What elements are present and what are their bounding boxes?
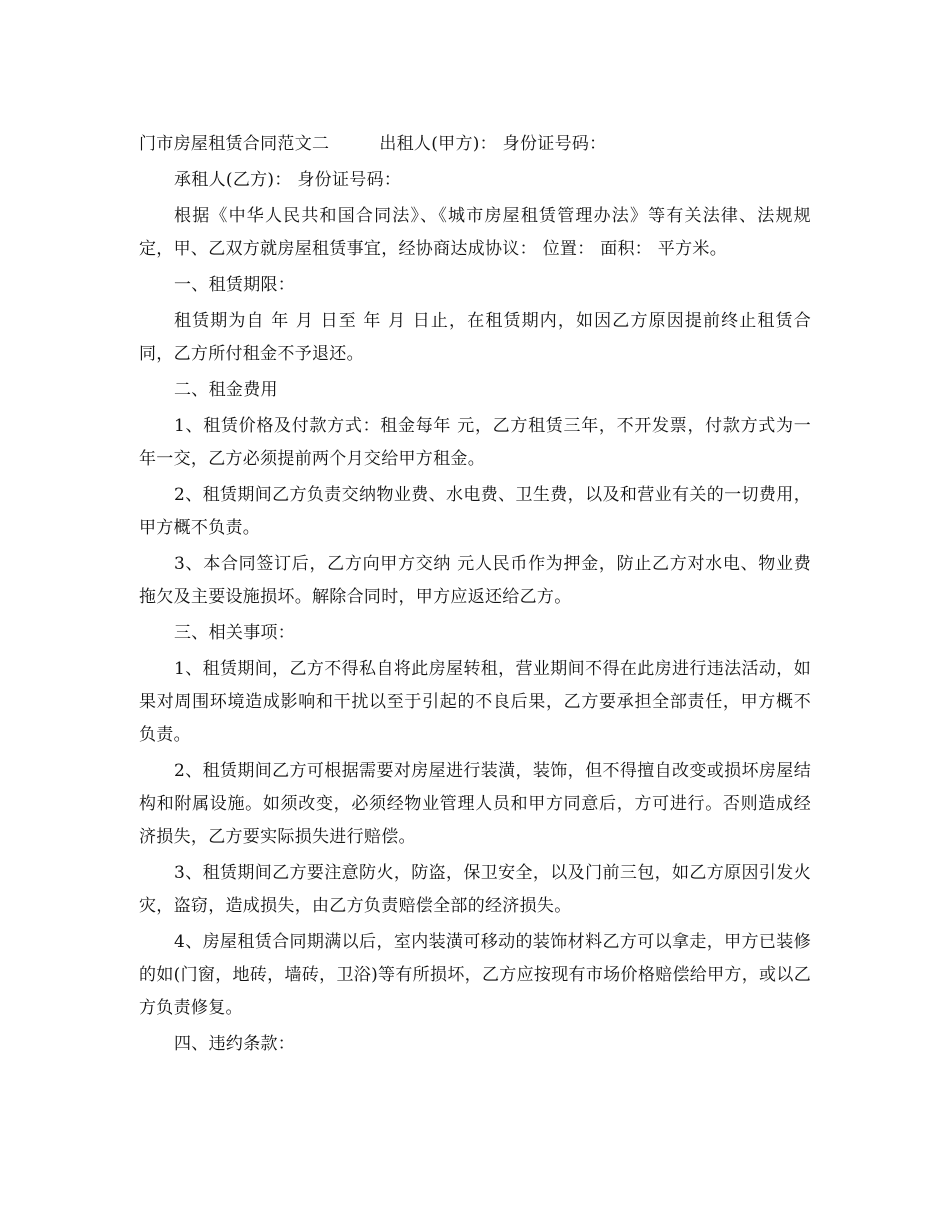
paragraph-term: 租赁期为自 年 月 日至 年 月 日止，在租赁期内，如因乙方原因提前终止租赁合同，乙方所付租金不予退还。 bbox=[139, 311, 811, 364]
section-heading-matters: 三、相关事项： bbox=[174, 623, 296, 643]
lessor-line: 出租人(甲方)： 身份证号码： bbox=[379, 134, 607, 154]
section-heading-rent: 二、租金费用 bbox=[174, 380, 278, 400]
paragraph-matters-4: 4、房屋租赁合同期满以后，室内装潢可移动的装饰材料乙方可以拿走，甲方已装修的如(门窗，地砖，墙砖，卫浴)等有所损坏，乙方应按现有市场价格赔偿给甲方，或以乙方负责修复。 bbox=[139, 932, 811, 1018]
paragraph-rent-3: 3、本合同签订后，乙方向甲方交纳 元人民币作为押金，防止乙方对水电、物业费拖欠及主要设施损坏。解除合同时，甲方应返还给乙方。 bbox=[139, 554, 811, 607]
paragraph-lessee: 承租人(乙方)： 身份证号码： bbox=[174, 170, 402, 190]
paragraph-matters-1: 1、租赁期间，乙方不得私自将此房屋转租，营业期间不得在此房进行违法活动，如果对周围环境造成影响和干扰以至于引起的不良后果，乙方要承担全部责任，甲方概不负责。 bbox=[139, 659, 811, 745]
paragraph-rent-1: 1、租赁价格及付款方式：租金每年 元，乙方租赁三年，不开发票，付款方式为一年一交，乙方必须提前两个月交给甲方租金。 bbox=[139, 416, 811, 469]
paragraph-rent-2: 2、租赁期间乙方负责交纳物业费、水电费、卫生费，以及和营业有关的一切费用，甲方概不负责。 bbox=[139, 485, 811, 538]
paragraph-matters-3: 3、租赁期间乙方要注意防火，防盗，保卫安全，以及门前三包，如乙方原因引发火灾，盗窃，造成损失，由乙方负责赔偿全部的经济损失。 bbox=[139, 863, 811, 916]
document-body bbox=[139, 128, 811, 1064]
document-title: 门市房屋租赁合同范文二 bbox=[139, 134, 330, 154]
section-heading-breach: 四、违约条款： bbox=[174, 1034, 296, 1054]
section-heading-term: 一、租赁期限： bbox=[174, 275, 296, 295]
paragraph-basis: 根据《中华人民共和国合同法》、《城市房屋租赁管理办法》等有关法律、法规规定，甲、乙双方就房屋租赁事宜，经协商达成协议： 位置： 面积： 平方米。 bbox=[139, 206, 811, 259]
paragraph-matters-2: 2、租赁期间乙方可根据需要对房屋进行装潢，装饰，但不得擅自改变或损坏房屋结构和附属设施。如须改变，必须经物业管理人员和甲方同意后，方可进行。否则造成经济损失，乙方要实际损失进行赔偿。 bbox=[139, 761, 811, 847]
document-heading-line bbox=[139, 128, 811, 161]
